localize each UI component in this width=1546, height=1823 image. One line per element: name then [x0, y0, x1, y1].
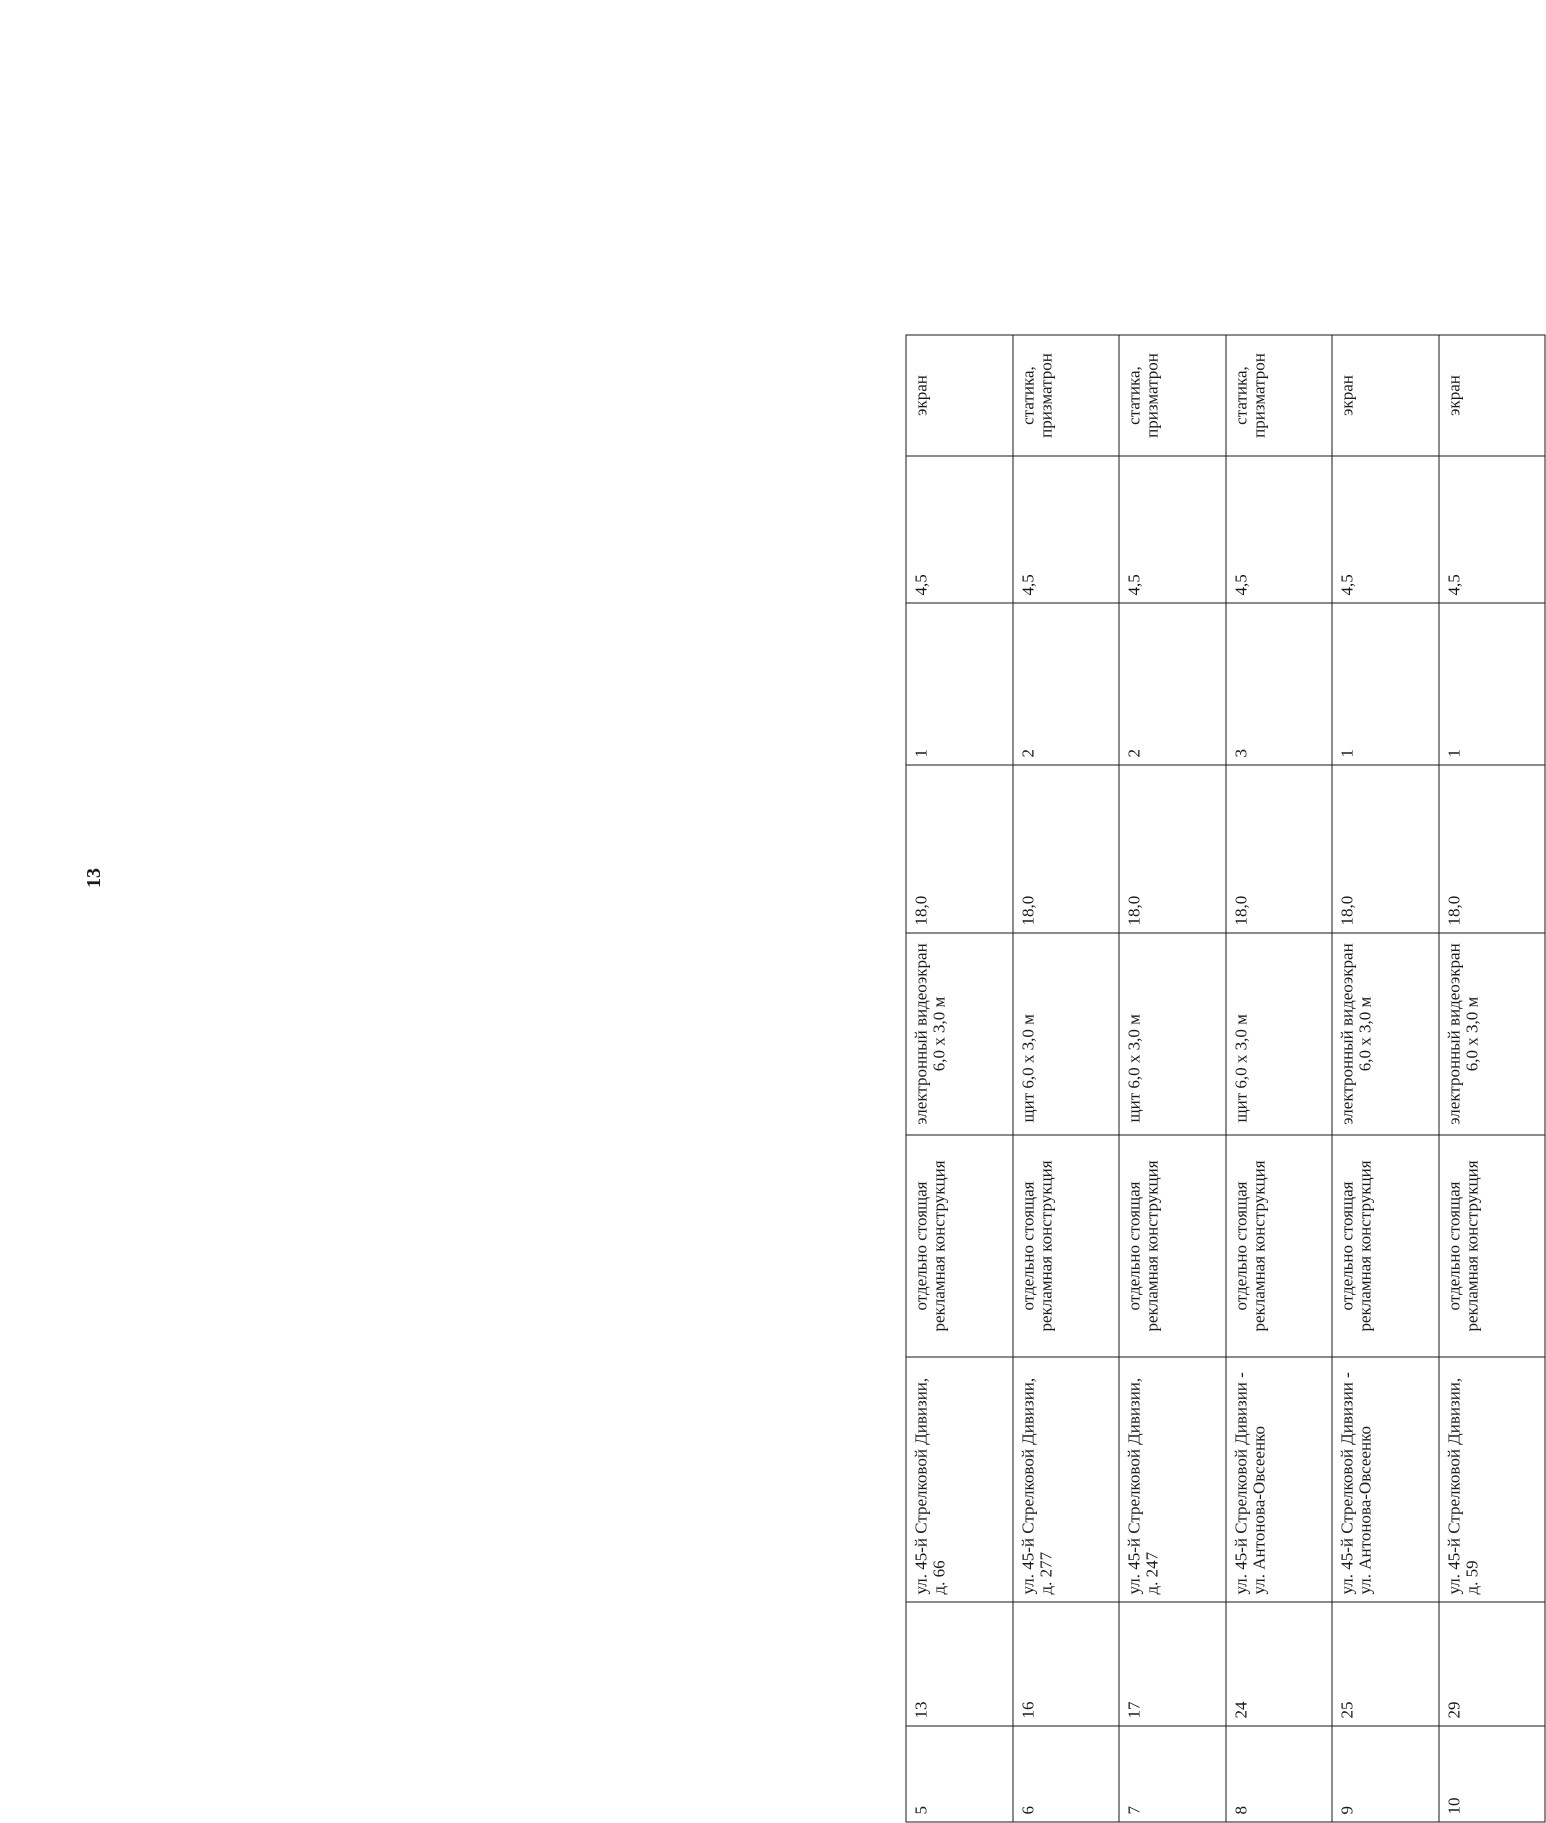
description-cell: экран — [906, 335, 1013, 456]
area-cell: 18,0 — [1332, 765, 1439, 933]
sides-cell: 2 — [1013, 603, 1120, 765]
term-cell: 4,5 — [1013, 456, 1120, 603]
registry-number-cell: 25 — [1332, 1602, 1439, 1726]
row-number-cell: 5 — [906, 1726, 1013, 1822]
registry-number-cell: 17 — [1119, 1602, 1226, 1726]
registry-number-cell: 16 — [1013, 1602, 1120, 1726]
row-number-cell: 8 — [1226, 1726, 1333, 1822]
table-row — [906, 335, 1013, 1822]
description-cell: статика, призматрон — [1226, 335, 1333, 456]
sides-cell: 1 — [1332, 603, 1439, 765]
table-row — [1332, 335, 1439, 1822]
advertising-structures-table — [906, 335, 1546, 1823]
term-cell: 4,5 — [1119, 456, 1226, 603]
area-cell: 18,0 — [1119, 765, 1226, 933]
register-table-wrapper — [906, 336, 1546, 1823]
structure-type-cell: отдельно стоящая рекламная конструкция — [1226, 1135, 1333, 1357]
structure-type-cell: отдельно стоящая рекламная конструкция — [1013, 1135, 1120, 1357]
row-number-cell: 6 — [1013, 1726, 1120, 1822]
description-cell: экран — [1439, 335, 1546, 456]
address-cell: ул. 45-й Стрелковой Дивизии - ул. Антонова-Овсеенко — [1332, 1357, 1439, 1602]
structure-type-cell: отдельно стоящая рекламная конструкция — [1439, 1135, 1546, 1357]
format-cell: электронный видеоэкран 6,0 х 3,0 м — [1332, 933, 1439, 1135]
structure-type-cell: отдельно стоящая рекламная конструкция — [1332, 1135, 1439, 1357]
description-cell: экран — [1332, 335, 1439, 456]
format-cell: щит 6,0 х 3,0 м — [1119, 933, 1226, 1135]
area-cell: 18,0 — [1439, 765, 1546, 933]
row-number-cell: 10 — [1439, 1726, 1546, 1822]
row-number-cell: 9 — [1332, 1726, 1439, 1822]
registry-number-cell: 24 — [1226, 1602, 1333, 1726]
row-number-cell: 7 — [1119, 1726, 1226, 1822]
area-cell: 18,0 — [1013, 765, 1120, 933]
term-cell: 4,5 — [1226, 456, 1333, 603]
address-cell: ул. 45-й Стрелковой Дивизии, д. 247 — [1119, 1357, 1226, 1602]
address-cell: ул. 45-й Стрелковой Дивизии, д. 59 — [1439, 1357, 1546, 1602]
registry-number-cell: 13 — [906, 1602, 1013, 1726]
format-cell: щит 6,0 х 3,0 м — [1013, 933, 1120, 1135]
address-cell: ул. 45-й Стрелковой Дивизии, д. 66 — [906, 1357, 1013, 1602]
description-cell: статика, призматрон — [1013, 335, 1120, 456]
term-cell: 4,5 — [1439, 456, 1546, 603]
structure-type-cell: отдельно стоящая рекламная конструкция — [906, 1135, 1013, 1357]
term-cell: 4,5 — [1332, 456, 1439, 603]
area-cell: 18,0 — [906, 765, 1013, 933]
sides-cell: 1 — [1439, 603, 1546, 765]
address-cell: ул. 45-й Стрелковой Дивизии, д. 277 — [1013, 1357, 1120, 1602]
table-row — [1439, 335, 1546, 1822]
table-row — [1013, 335, 1120, 1822]
format-cell: электронный видеоэкран 6,0 х 3,0 м — [1439, 933, 1546, 1135]
table-row — [1226, 335, 1333, 1822]
structure-type-cell: отдельно стоящая рекламная конструкция — [1119, 1135, 1226, 1357]
address-cell: ул. 45-й Стрелковой Дивизии - ул. Антонова-Овсеенко — [1226, 1357, 1333, 1602]
format-cell: электронный видеоэкран 6,0 х 3,0 м — [906, 933, 1013, 1135]
page-number: 13 — [82, 868, 105, 888]
registry-number-cell: 29 — [1439, 1602, 1546, 1726]
sides-cell: 2 — [1119, 603, 1226, 765]
table-row — [1119, 335, 1226, 1822]
description-cell: статика, призматрон — [1119, 335, 1226, 456]
sides-cell: 1 — [906, 603, 1013, 765]
term-cell: 4,5 — [906, 456, 1013, 603]
area-cell: 18,0 — [1226, 765, 1333, 933]
format-cell: щит 6,0 х 3,0 м — [1226, 933, 1333, 1135]
sides-cell: 3 — [1226, 603, 1333, 765]
